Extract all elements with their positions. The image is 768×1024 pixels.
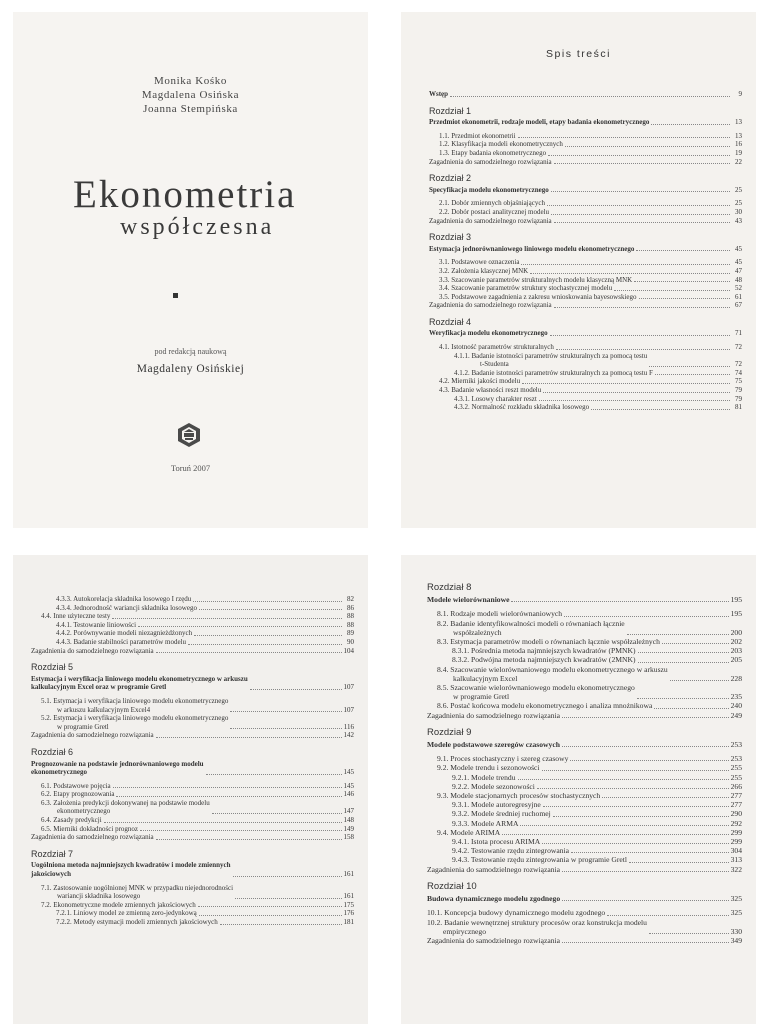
chapter-label: Rozdział 5 [31, 662, 74, 673]
author-list [13, 74, 368, 116]
chapter-label: Rozdział 4 [429, 316, 472, 327]
toc-entry: 4.3.3. Autokorelacja składnika losowego I rzędu 82 [56, 595, 354, 603]
toc-page-3 [401, 555, 756, 1024]
toc-entry: 9.4. Modele ARIMA 299 [437, 827, 742, 837]
toc-entry: 8.1. Rodzaje modeli wielorównaniowych 195 [437, 609, 742, 619]
toc-list [429, 90, 742, 412]
chapter-title: Budowa dynamicznego modelu zgodnego 325 [427, 894, 742, 904]
toc-entry: 10.2. Badanie wewnętrznej struktury procesów oraz konstrukcja modelu empirycznego 330 [427, 917, 742, 936]
chapter-title: Uogólniona metoda najmniejszych kwadratów i modele zmiennych jakościowych 161 [31, 861, 354, 879]
toc-entry: 9.3. Modele stacjonarnych procesów stochastycznych 277 [437, 791, 742, 801]
chapter-title: Estymacja i weryfikacja liniowego modelu ekonometrycznego w arkuszu kalkulacyjnym Excel oraz w programie Gretl 107 [31, 674, 354, 692]
chapter-title: Modele wielorównaniowe 195 [427, 595, 742, 605]
exercises-entry: Zagadnienia do samodzielnego rozwiązania 349 [427, 935, 742, 945]
toc-entry: 9.3.2. Modele średniej ruchomej 290 [452, 809, 742, 819]
exercises-entry: Zagadnienia do samodzielnego rozwiązania 142 [31, 731, 354, 740]
editor-name: Magdaleny Osińskiej [136, 363, 245, 375]
chapter-label: Rozdział 7 [31, 848, 74, 859]
chapter-label: Rozdział 3 [429, 232, 472, 243]
chapter-title: Estymacja jednorównaniowego liniowego modelu ekonometrycznego 45 [429, 244, 742, 253]
chapter-title: Modele podstawowe szeregów czasowych 253 [427, 740, 742, 750]
exercises-entry: Zagadnienia do samodzielnego rozwiązania 43 [429, 216, 742, 225]
toc-entry: 4.3.2. Normalność rozkładu składnika losowego 81 [454, 403, 742, 412]
toc-entry: 7.1. Zastosowanie uogólnionej MNK w przypadku niejednorodności wariancji składnika losowego 161 [41, 883, 354, 901]
toc-entry: 8.6. Postać końcowa modelu ekonometrycznego i analiza mnożnikowa 240 [437, 701, 742, 711]
author-name: Joanna Stempińska [143, 103, 238, 115]
toc-entry: 4.1.2. Badanie istotności parametrów strukturalnych za pomocą testu F 74 [454, 368, 742, 377]
toc-entry: 8.4. Szacowanie wielorównaniowego modelu ekonometrycznego w arkuszu kalkulacyjnym Excel 228 [437, 664, 742, 683]
toc-entry: 9.4.3. Testowanie rzędu zintegrowania w programie Gretl 313 [452, 855, 742, 865]
toc-entry: 1.2. Klasyfikacja modeli ekonometrycznych 16 [439, 140, 742, 149]
chapter-title: Weryfikacja modelu ekonometrycznego 71 [429, 329, 742, 338]
toc-entry: 10.1. Koncepcja budowy dynamicznego modelu zgodnego 325 [427, 908, 742, 918]
toc-entry: 4.4.2. Porównywanie modeli niezagnieżdżonych 89 [56, 629, 354, 638]
toc-entry: 6.2. Etapy prognozowania 146 [41, 790, 354, 799]
chapter-title: Prognozowanie na podstawie jednorównaniowego modelu ekonometrycznego 145 [31, 759, 354, 777]
place-and-year: Toruń 2007 [170, 463, 211, 473]
toc-entry: 4.1.1. Badanie istotności parametrów strukturalnych za pomocą testu t-Studenta 72 [454, 351, 742, 369]
toc-entry: Wstęp 9 [429, 90, 742, 98]
toc-entry: 9.3.1. Modele autoregresyjne 277 [452, 800, 742, 810]
toc-entry: 4.3.4. Jednorodność wariancji składnika losowego 86 [56, 603, 354, 612]
toc-entry: 4.3.1. Losowy charakter reszt 79 [454, 394, 742, 403]
toc-entry: 4.4.1. Testowanie liniowości 88 [56, 620, 354, 629]
exercises-entry: Zagadnienia do samodzielnego rozwiązania 322 [427, 864, 742, 874]
book-title-line2: współczesna [120, 214, 275, 240]
toc-entry: 9.4.1. Istota procesu ARIMA 299 [452, 837, 742, 847]
toc-entry: 3.1. Podstawowe oznaczenia 45 [439, 258, 742, 267]
editor-label: pod redakcją naukową [154, 347, 227, 356]
toc-list [427, 575, 742, 945]
toc-entry: 5.1. Estymacja i weryfikacja liniowego modelu ekonometrycznego w arkuszu kalkulacyjnym Excel4 107 [41, 696, 354, 714]
toc-entry: 9.3.3. Modele ARMA 292 [452, 818, 742, 828]
book-title-line1: Ekonometria [73, 173, 297, 216]
exercises-entry: Zagadnienia do samodzielnego rozwiązania 22 [429, 157, 742, 166]
toc-entry: 9.1. Proces stochastyczny i szereg czasowy 253 [437, 754, 742, 764]
toc-entry: 6.1. Podstawowe pojęcia 145 [41, 781, 354, 790]
chapter-title: Specyfikacja modelu ekonometrycznego 25 [429, 185, 742, 194]
toc-entry: 3.5. Podstawowe zagadnienia z zakresu wnioskowania bayesowskiego 61 [439, 292, 742, 301]
author-name: Magdalena Osińska [141, 89, 240, 101]
toc-entry: 9.4.2. Testowanie rzędu zintegrowania 304 [452, 846, 742, 856]
toc-heading: Spis treści [546, 48, 611, 60]
chapter-label: Rozdział 8 [427, 582, 472, 593]
chapter-title: Przedmiot ekonometrii, rodzaje modeli, etapy badania ekonometrycznego 13 [429, 118, 742, 127]
exercises-entry: Zagadnienia do samodzielnego rozwiązania 158 [31, 833, 354, 842]
toc-entry: 1.3. Etapy badania ekonometrycznego 19 [439, 148, 742, 157]
toc-list [31, 595, 354, 927]
toc-entry: 1.1. Przedmiot ekonometrii 13 [439, 131, 742, 140]
toc-entry: 7.2.1. Liniowy model ze zmienną zero-jedynkową 176 [56, 909, 354, 918]
title-page [13, 12, 368, 528]
chapter-label: Rozdział 10 [427, 880, 477, 892]
toc-entry: 4.2. Mierniki jakości modelu 75 [439, 377, 742, 386]
chapter-label: Rozdział 2 [429, 173, 472, 184]
toc-entry: 6.4. Zasady predykcji 148 [41, 816, 354, 825]
publisher-logo-icon [176, 422, 202, 448]
chapter-label: Rozdział 1 [429, 105, 472, 116]
toc-entry: 8.5. Szacowanie wielorównaniowego modelu ekonometrycznego w programie Gretl 235 [437, 683, 742, 702]
toc-entry: 6.5. Mierniki dokładności prognoz 149 [41, 824, 354, 833]
toc-entry: 9.2. Modele trendu i sezonowości 255 [437, 763, 742, 773]
chapter-label: Rozdział 9 [427, 726, 472, 738]
toc-entry: 5.2. Estymacja i weryfikacja liniowego modelu ekonometrycznego w programie Gretl 116 [41, 714, 354, 731]
toc-entry: 2.2. Dobór postaci analitycznej modelu 30 [439, 207, 742, 216]
toc-page-2 [13, 555, 368, 1024]
toc-entry: 9.2.2. Modele sezonowości 266 [452, 781, 742, 791]
toc-entry: 3.3. Szacowanie parametrów strukturalnych modelu klasyczną MNK 48 [439, 275, 742, 284]
toc-entry: 8.3. Estymacja parametrów modeli o równaniach łącznie współzależnych 202 [437, 637, 742, 647]
toc-entry: 3.2. Założenia klasycznej MNK 47 [439, 266, 742, 275]
toc-page-1 [401, 12, 756, 528]
toc-entry: 7.2. Ekonometryczne modele zmiennych jakościowych 175 [41, 900, 354, 909]
toc-entry: 4.4. Inne użyteczne testy 88 [41, 612, 354, 621]
author-name: Monika Kośko [154, 75, 227, 87]
toc-entry: 2.1. Dobór zmiennych objaśniających 25 [439, 199, 742, 208]
exercises-entry: Zagadnienia do samodzielnego rozwiązania 104 [31, 646, 354, 655]
exercises-entry: Zagadnienia do samodzielnego rozwiązania 67 [429, 301, 742, 310]
toc-entry: 4.1. Istotność parametrów strukturalnych 72 [439, 343, 742, 352]
toc-entry: 8.3.2. Podwójna metoda najmniejszych kwadratów (2MNK) 205 [452, 655, 742, 665]
toc-entry: 4.3. Badanie własności reszt modelu 79 [439, 386, 742, 395]
decorative-bullet [173, 293, 178, 298]
toc-entry: 9.2.1. Modele trendu 255 [452, 772, 742, 782]
toc-entry: 8.3.1. Pośrednia metoda najmniejszych kwadratów (PMNK) 203 [452, 646, 742, 656]
toc-entry: 3.4. Szacowanie parametrów struktury stochastycznej modelu 52 [439, 284, 742, 293]
chapter-label: Rozdział 6 [31, 746, 74, 757]
toc-entry: 6.3. Założenia predykcji dokonywanej na podstawie modelu ekonometrycznego 147 [41, 798, 354, 816]
toc-entry: 8.2. Badanie identyfikowalności modeli o równaniach łącznie współzależnych 200 [437, 618, 742, 637]
toc-entry: 7.2.2. Metody estymacji modeli zmiennych jakościowych 181 [56, 918, 354, 926]
exercises-entry: Zagadnienia do samodzielnego rozwiązania 249 [427, 710, 742, 720]
toc-entry: 4.4.3. Badanie stabilności parametrów modelu 90 [56, 637, 354, 646]
